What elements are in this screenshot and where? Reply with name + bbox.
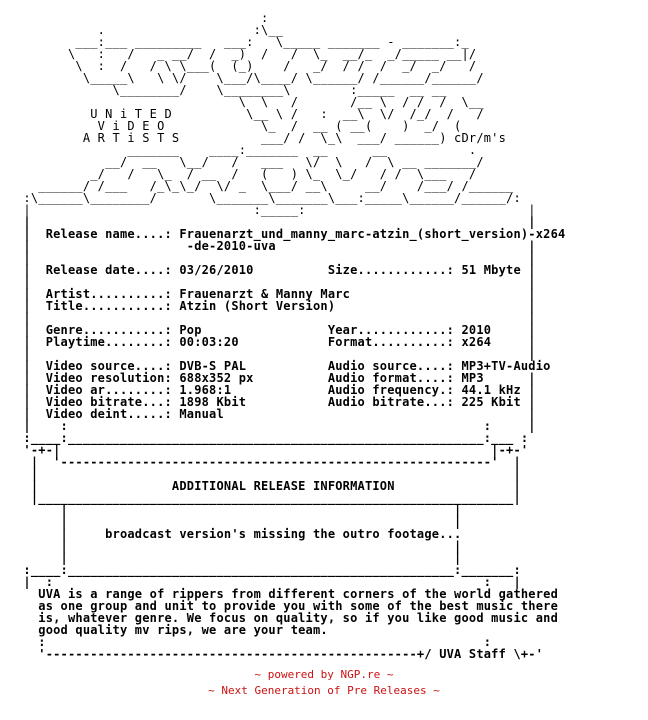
nfo-line: | Video ar........: 1.968:1 Audio frequency.: 44.1 kHz | bbox=[16, 383, 536, 397]
nfo-line: good quality mv rips, we are your team. bbox=[16, 623, 521, 637]
nfo-line: as one group and unit to provide you with some of the best music there bbox=[16, 599, 558, 613]
nfo-line: | Video bitrate...: 1898 Kbit Audio bitrate...: 225 Kbit | bbox=[16, 395, 536, 409]
nfo-line: | | bbox=[16, 251, 536, 265]
ascii-art-line: :\______\________/ \_______\_______\___:_____\______/______/: bbox=[16, 191, 521, 205]
ascii-art-line: __/ __ \__/ / ___ \/ \ / \ __ _______/ bbox=[16, 155, 492, 169]
nfo-line: :____:________________________________________________________:___ : bbox=[16, 431, 529, 445]
nfo-line: | '----------------------------------------------------------' | bbox=[16, 455, 521, 469]
ascii-art-line: | :_____: | bbox=[16, 203, 536, 217]
ascii-art-line: \_____\ \ \/ \___/\____/ \______/ /______/______/ bbox=[16, 71, 507, 85]
nfo-line: | -de-2010-uva | bbox=[16, 239, 536, 253]
ascii-art-line: V i D E O \_ / __ ( __( ) _/ ( bbox=[16, 119, 484, 133]
nfo-line: | | bbox=[16, 275, 536, 289]
nfo-line: | ADDITIONAL RELEASE INFORMATION | bbox=[16, 479, 521, 493]
ascii-art-line: U N i T E D \__ \ / : __\ \/ /_/ / / bbox=[16, 107, 507, 121]
nfo-line: | Artist..........: Frauenarzt & Manny Marc | bbox=[16, 287, 536, 301]
nfo-line: | broadcast version's missing the outro footage... bbox=[16, 527, 514, 541]
nfo-line: | | bbox=[16, 503, 521, 517]
nfo-line: | | bbox=[16, 347, 536, 361]
ascii-art-line: : bbox=[16, 11, 469, 25]
nfo-line: | | bbox=[16, 551, 521, 565]
ascii-art-line: . :\__ bbox=[16, 23, 484, 37]
ascii-art-line: \________/ \________\ :_____ __ __ bbox=[16, 83, 492, 97]
nfo-line: | Release name....: Frauenarzt_und_manny_marc-atzin_(short_version)-x264 bbox=[16, 227, 566, 241]
nfo-line: | | bbox=[16, 215, 536, 229]
nfo-line: | | bbox=[16, 467, 521, 481]
nfo-line: UVA is a range of rippers from different corners of the world gathered bbox=[16, 587, 558, 601]
footer-tagline: ~ Next Generation of Pre Releases ~ bbox=[208, 684, 440, 697]
nfo-line: | : : | bbox=[16, 575, 521, 589]
nfo-line: | | bbox=[16, 311, 536, 325]
ascii-art-line: A R T i S T S ___/ / \_\ ___/ ______) cDr/m's bbox=[16, 131, 521, 145]
ascii-art-line: \ : / _ __/ / _) / / \_ __/_ _/_____ __|/ bbox=[16, 47, 477, 61]
nfo-line: | Release date....: 03/26/2010 Size............: 51 Mbyte | bbox=[16, 263, 536, 277]
nfo-line: '-+-| |-+-' bbox=[16, 443, 529, 457]
nfo-line: | Genre...........: Pop Year............: 2010 | bbox=[16, 323, 536, 337]
nfo-line: |________________________________________________________________| bbox=[16, 491, 521, 505]
ascii-art-line: ___:___ _________ ___: \_____ _______ - _______:_ bbox=[16, 35, 477, 49]
nfo-line: | Title...........: Atzin (Short Version) | bbox=[16, 299, 536, 313]
nfo-line: | Video deint.....: Manual | bbox=[16, 407, 536, 421]
footer-powered-by: ~ powered by NGP.re ~ bbox=[254, 668, 394, 681]
nfo-line: | Video resolution: 688x352 px Audio format....: MP3 | bbox=[16, 371, 536, 385]
ascii-art-line: \ : / / \ \___( (_) / _/ / / / _/ _/ / bbox=[16, 59, 484, 73]
ascii-art-line: _/ / \_ / __ / ( ) \_ \_/ / / \___ / bbox=[16, 167, 492, 181]
nfo-line: | | bbox=[16, 539, 521, 553]
nfo-line: '--------------------------------------------------+/ UVA Staff \+-' bbox=[16, 647, 544, 661]
nfo-line: | Video source....: DVB-S PAL Audio source....: MP3+TV-Audio bbox=[16, 359, 551, 373]
nfo-line: : : bbox=[16, 635, 514, 649]
ascii-art-line: ______/ /___ /_\_\_/ \/ _ \___/ __\ __/ /___/ /______ bbox=[16, 179, 521, 193]
nfo-line: | Playtime........: 00:03:20 Format..........: x264 | bbox=[16, 335, 536, 349]
ascii-art-line: _______ ____:_______ __ __ . bbox=[16, 143, 492, 157]
nfo-line: | : : | bbox=[16, 419, 536, 433]
ascii-art-line: \ \ / /__ \ / / / \__ bbox=[16, 95, 499, 109]
nfo-line: is, whatever genre. We focus on quality, so if you like good music and bbox=[16, 611, 558, 625]
nfo-line: :____:____________________________________________________:_______: bbox=[16, 563, 521, 577]
nfo-line: | | bbox=[16, 515, 521, 529]
